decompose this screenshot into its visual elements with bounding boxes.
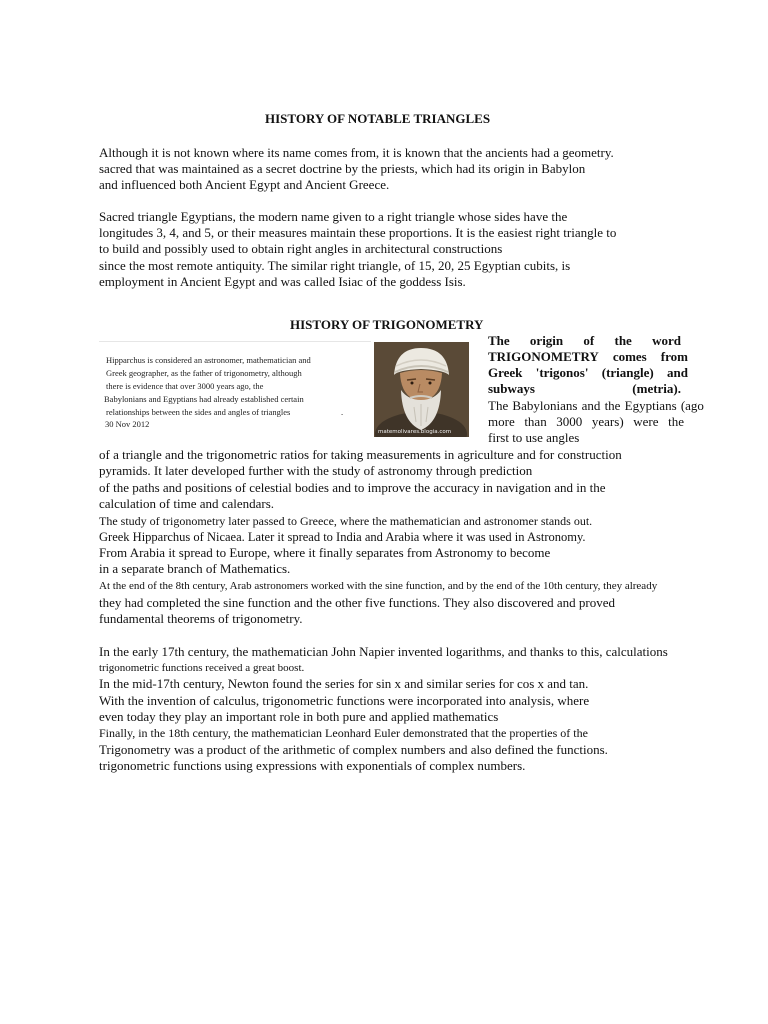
word: (metria). [632,381,681,396]
body-line: Trigonometry was a product of the arithmetic of complex numbers and also defined the functions. [99,742,608,757]
caption-line: Hipparchus is considered an astronomer, mathematician and [106,355,311,365]
para1-line: sacred that was maintained as a secret doctrine by the priests, which had its origin in Babylon [99,161,586,176]
para1-line: and influenced both Ancient Egypt and Ancient Greece. [99,177,390,192]
word: Greek [488,365,523,380]
caption-line: Babylonians and Egyptians had already established certain [104,394,304,404]
para2-line: employment in Ancient Egypt and was called Isiac of the goddess Isis. [99,274,466,289]
word: word [652,333,681,348]
body-line: pyramids. It later developed further with the study of astronomy through prediction [99,463,533,478]
body-line: In the early 17th century, the mathematician John Napier invented logarithms, and thanks to this, calculations [99,644,668,659]
image-watermark: matemolivares.blogia.com [378,429,452,435]
word: of [583,333,595,348]
word: the [668,414,684,429]
right-column-line [488,333,681,349]
body-line: in a separate branch of Mathematics. [99,561,291,576]
word: (ago [680,398,704,413]
body-line: Greek Hipparchus of Nicaea. Later it spread to India and Arabia where it was used in Astronomy. [99,530,586,544]
body-line: trigonometric functions received a great boost. [99,662,305,674]
word: than [524,414,547,429]
para2-line: Sacred triangle Egyptians, the modern name given to a right triangle whose sides have the [99,209,568,224]
word: from [660,349,688,364]
body-line: of the paths and positions of celestial bodies and to improve the accuracy in navigation and in the [99,480,606,495]
word: the [604,398,621,413]
word: the [614,333,632,348]
body-line: calculation of time and calendars. [99,496,275,511]
word: and [667,365,688,380]
word: 3000 [556,414,583,429]
caption-line: relationships between the sides and angles of triangles [106,407,291,417]
section-title: HISTORY OF TRIGONOMETRY [290,317,484,332]
word: comes [612,349,647,364]
para2-line: longitudes 3, 4, and 5, or their measures maintain these proportions. It is the easiest right triangle to [99,225,617,240]
body-line: Finally, in the 18th century, the mathematician Leonhard Euler demonstrated that the properties of the [99,726,588,740]
right-column-line [488,398,704,414]
right-column-line [488,365,688,381]
body-line: trigonometric functions using expressions with exponentials of complex numbers. [99,758,526,773]
caption-line: Greek geographer, as the father of trigonometry, although [106,368,302,378]
right-column-line [488,349,688,365]
body-line: From Arabia it spread to Europe, where it finally separates from Astronomy to become [99,545,551,560]
word: origin [529,333,564,348]
body-line: even today they play an important role in both pure and applied mathematics [99,709,499,724]
word: were [633,414,659,429]
word: The [488,398,509,413]
right-column-line [488,414,684,430]
caption-period: . [341,407,344,417]
word: (triangle) [601,365,654,380]
para2-line: to build and possibly used to obtain right angles in architectural constructions [99,241,503,256]
word: subways [488,381,535,396]
para1-line: Although it is not known where its name comes from, it is known that the ancients had a geometry. [99,145,614,160]
body-line: The study of trigonometry later passed to Greece, where the mathematician and astronomer stands out. [99,514,593,528]
hipparchus-portrait [374,342,469,437]
portrait-illustration [374,342,469,437]
body-line: they had completed the sine function and the other five functions. They also discovered and proved [99,595,615,610]
page-title: HISTORY OF NOTABLE TRIANGLES [265,111,491,126]
body-line: fundamental theorems of trigonometry. [99,611,303,626]
caption-date: 30 Nov 2012 [105,419,150,429]
body-line: With the invention of calculus, trigonometric functions were incorporated into analysis, where [99,693,590,708]
word: 'trigonos' [535,365,589,380]
body-line: of a triangle and the trigonometric ratios for taking measurements in agriculture and for construction [99,447,622,462]
word: and [581,398,601,413]
body-line: At the end of the 8th century, Arab astronomers worked with the sine function, and by the end of the 10th century, they already [99,580,658,592]
word: years) [591,414,624,429]
word: more [488,414,515,429]
word: The [488,333,510,348]
body-line: In the mid-17th century, Newton found the series for sin x and similar series for cos x and tan. [99,676,589,691]
word: TRIGONOMETRY [488,349,599,364]
right-column-line: first to use angles [488,430,580,445]
word: Babylonians [512,398,578,413]
word: Egyptians [624,398,677,413]
image-caption-box [99,341,371,434]
right-column-line [488,381,681,397]
caption-line: there is evidence that over 3000 years ago, the [106,381,264,391]
para2-line: since the most remote antiquity. The similar right triangle, of 15, 20, 25 Egyptian cubits, is [99,258,571,273]
